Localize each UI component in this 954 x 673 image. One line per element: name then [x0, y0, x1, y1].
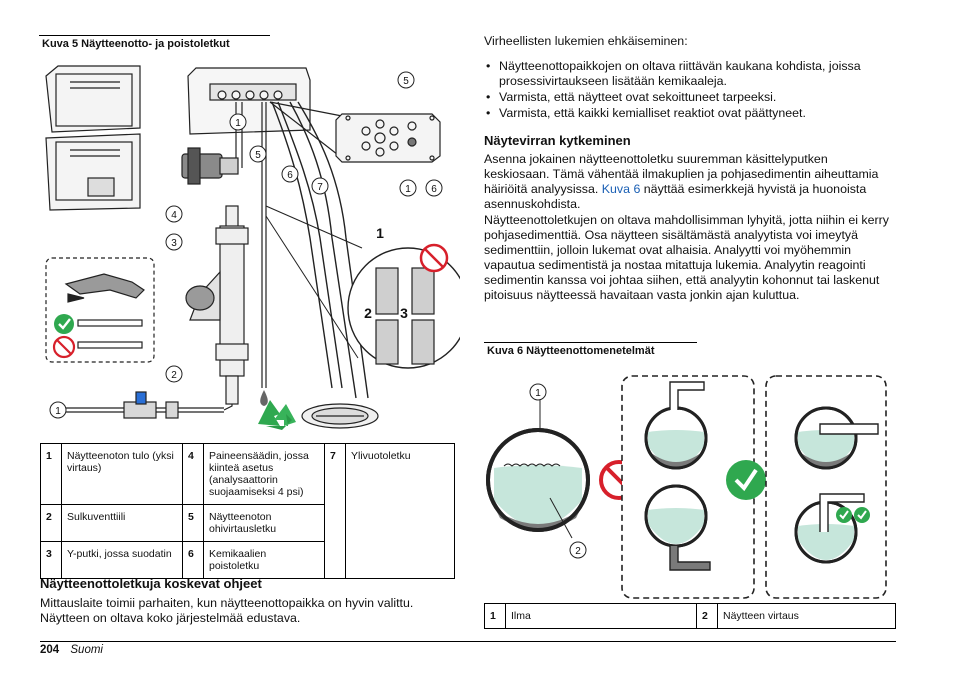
step-2-label: 2: [364, 305, 372, 321]
svg-text:5: 5: [403, 76, 409, 87]
svg-text:1: 1: [405, 184, 411, 195]
figure6-legend-table: [484, 603, 896, 629]
sample-line-guidelines-heading: Näytteenottoletkuja koskevat ohjeet: [40, 576, 262, 591]
svg-text:1: 1: [55, 406, 61, 417]
figure5-legend-table: [40, 443, 455, 579]
step-1-label: 1: [376, 225, 384, 241]
fitting-panel-detail: [336, 114, 440, 162]
callout-4: [166, 206, 182, 222]
legend-row: 1 Ilma 2 Näytteen virtaus: [485, 604, 896, 629]
step-3-label: 3: [400, 305, 408, 321]
list-item: • Näytteenottopaikkojen on oltava riittävän kaukana kohdista, joissa prosessivirtaukseen lisätään kemikaaleja.: [484, 59, 894, 89]
figure6-link[interactable]: Kuva 6: [601, 182, 641, 196]
legend-row: 3 Y-putki, jossa suodatin 6 Kemikaalien poistoletku: [41, 542, 455, 579]
footer-language: Suomi: [70, 644, 103, 656]
callout-sample-flow: [570, 542, 586, 558]
figure5-illustration: [40, 58, 460, 438]
correct-icon: [726, 460, 766, 500]
analyzer-cabinet: [46, 66, 140, 210]
svg-text:3: 3: [171, 238, 177, 249]
callout-6-tube: [282, 166, 298, 182]
svg-text:6: 6: [287, 170, 293, 181]
svg-text:1: 1: [535, 388, 541, 399]
y-strainer-pipe: [186, 206, 248, 404]
callout-6-detail: [426, 180, 442, 196]
callout-2: [166, 366, 182, 382]
legend-row: 1 Näytteenoton tulo (yksi virtaus) 4 Paineensäädin, jossa kiinteä asetus (analysaattorin suojaamiseksi 4 psi) 7 Ylivuotoletku: [41, 444, 455, 505]
callout-3: [166, 234, 182, 250]
svg-text:7: 7: [317, 182, 323, 193]
callout-1-detail: [400, 180, 416, 196]
sample-line-guidelines-text: Mittauslaite toimii parhaiten, kun näytteenottopaikka on hyvin valittu. Näytteen on oltava koko järjestelmää edustava.: [40, 596, 414, 625]
footer-rule: [40, 641, 896, 642]
drop-icon: [260, 390, 268, 406]
legend-row: 2 Sulkuventtiili 5 Näytteenoton ohivirtausletku: [41, 505, 455, 542]
port-box: [188, 68, 310, 134]
correct-installation-panel: [766, 376, 886, 598]
list-item: • Varmista, että kaikki kemialliset reaktiot ovat päättyneet.: [484, 106, 894, 121]
pipe-cross-section: [488, 400, 588, 538]
pressure-regulator: [182, 148, 238, 184]
callout-air: [530, 384, 546, 400]
svg-text:2: 2: [171, 370, 177, 381]
prevention-list: [484, 59, 894, 122]
drain: [302, 404, 378, 428]
svg-text:2: 2: [575, 546, 581, 557]
svg-text:6: 6: [431, 184, 437, 195]
figure5-title: Kuva 5 Näytteenotto- ja poistoletkut: [42, 38, 270, 50]
callout-1-inlet: [50, 402, 66, 418]
svg-text:1: 1: [235, 118, 241, 129]
shutoff-valve: [124, 392, 178, 418]
page-number: 204: [40, 644, 60, 656]
svg-text:4: 4: [171, 210, 177, 221]
callout-5-top: [398, 72, 414, 88]
list-item: • Varmista, että näytteet ovat sekoittuneet tarpeeksi.: [484, 90, 894, 105]
sample-stream-paragraph-1: Asenna jokainen näytteenottoletku suuremman käsittelyputken keskiosaan. Tämä vähentää ilmakuplien ja pohjasedimentin aiheuttamia häiriöitä analyysissa. Kuva 6 näyttää esimerkkejä hyvistä ja huonoista asennuskohdista.: [484, 152, 879, 211]
sample-stream-paragraph-2: Näytteenottoletkujen on oltava mahdollisimman lyhyitä, jotta niihin ei kerry pohjasedimenttiä. Osa näytteen sisältämästä analyytista voi imeytyä sedimenttiin, jolloin lukemat ovat alhaisia. Analyytti voi myöhemmin vapautua sedimentistä ja nostaa mitattuja lukemia. Analyytin reagointi sedimentin kanssa voi johtaa siihen, että analyytin kohonnut tai laskenut pitoisuus näytteessä havaitaan vasta jonkin ajan kuluttua.: [484, 213, 889, 302]
sample-stream-heading: Näytevirran kytkeminen: [484, 133, 631, 148]
figure6-illustration: [484, 370, 896, 602]
figure6-title: Kuva 6 Näytteenottomenetelmät: [487, 345, 697, 357]
tube-cutting-inset: [46, 258, 154, 362]
callout-5-tube: [250, 146, 266, 162]
callout-7-tube: [312, 178, 328, 194]
intro-text: Virheellisten lukemien ehkäiseminen:: [484, 34, 688, 48]
svg-text:5: 5: [255, 150, 261, 161]
callout-1-top: [230, 114, 246, 130]
page-footer: [40, 644, 103, 656]
